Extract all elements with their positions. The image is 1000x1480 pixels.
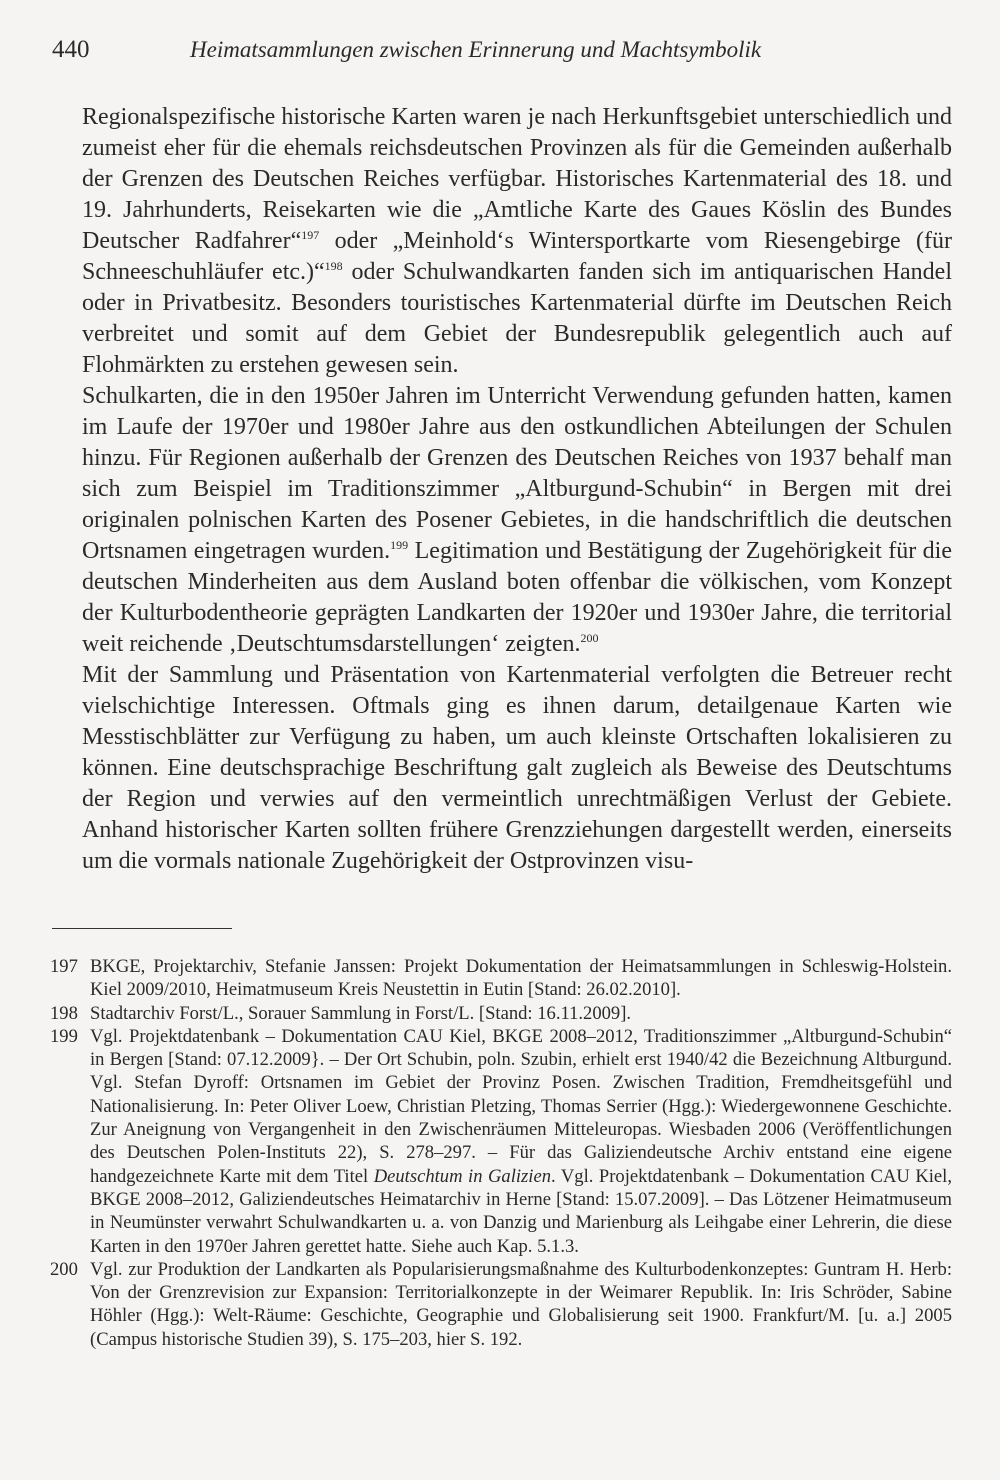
paragraph-2-part-b: Legitimation und Bestätigung der Zugehörigkeit für die deutschen Minderheiten aus dem Ausland boten offenbar die völkischen, vom Konzept der Kulturbodentheorie geprägten Landkarten der 1920er und 1930er Jahre, die territorial weit reichende ‚Deutschtumsdarstellungen‘ zeigten. <box>82 538 953 657</box>
paragraph-1-part-c: oder Schulwandkarten fanden sich im antiquarischen Handel oder in Privatbesitz. Besonders touristisches Kartenmaterial dürfte im Deutschen Reich verbreitet und somit auf dem Gebiet der Bundesrepublik gelegentlich auch auf Flohmärkten zu erstehen gewesen sein. <box>82 259 952 378</box>
footnote-ref-199[interactable]: 199 <box>390 538 409 552</box>
footnote-199 <box>50 1025 952 1258</box>
page-header <box>52 34 952 66</box>
paragraph-2 <box>82 381 952 660</box>
footnote-number: 199 <box>50 1025 78 1047</box>
footnotes <box>50 955 952 1351</box>
paragraph-1-part-a: Regionalspezifische historische Karten waren je nach Herkunftsgebiet unterschiedlich und zumeist eher für die ehemals reichsdeutschen Provinzen als für die Gemeinden außerhalb der Grenzen des Deutschen Reiches verfügbar. Historisches Kartenmaterial des 18. und 19. Jahrhunderts, Reisekarten wie die „Amtliche Karte des Gaues Köslin des Bundes Deutscher Radfahrer“ <box>82 104 952 254</box>
paragraph-1-part-b: oder „Meinhold‘s Wintersportkarte vom Riesengebirge (für Schneeschuhläufer etc.)“ <box>82 228 952 285</box>
footnote-separator <box>52 928 232 929</box>
footnote-italic-title: Deutschtum in Galizien <box>373 1165 552 1187</box>
footnote-198 <box>50 1002 952 1025</box>
footnote-text: Vgl. zur Produktion der Landkarten als Popularisierungsmaßnahme des Kulturbodenkonzeptes: Guntram H. Herb: Von der Grenzrevision zur Expansion: Territorialkonzepte in der Weimarer Republik. In: Iris Schröder, Sabine Höhler (Hgg.): Welt-Räume: Geschichte, Geographie und Globalisierung seit 1900. Frankfurt/M. [u. a.] 2005 (Campus historische Studien 39), S. 175–203, hier S. 192. <box>90 1258 952 1350</box>
footnote-text: BKGE, Projektarchiv, Stefanie Janssen: Projekt Dokumentation der Heimatsammlungen in Schleswig-Holstein. Kiel 2009/2010, Heimatmuseum Kreis Neustettin in Eutin [Stand: 26.02.2010]. <box>90 956 952 1001</box>
footnote-ref-197[interactable]: 197 <box>301 228 320 242</box>
footnote-ref-198[interactable]: 198 <box>324 259 343 273</box>
footnote-number: 198 <box>50 1002 78 1024</box>
paragraph-1 <box>82 102 952 381</box>
paragraph-2-part-a: Schulkarten, die in den 1950er Jahren im Unterricht Verwendung gefunden hatten, kamen im Laufe der 1970er und 1980er Jahre aus den ostkundlichen Abteilungen der Schulen hinzu. Für Regionen außerhalb der Grenzen des Deutschen Reiches von 1937 behalf man sich zum Beispiel im Traditionszimmer „Altburgund-Schubin“ in Bergen mit drei originalen polnischen Karten des Posener Gebietes, in die handschriftlich die deutschen Ortsnamen eingetragen wurden. <box>82 383 952 564</box>
footnote-number: 200 <box>50 1258 78 1280</box>
footnote-197 <box>50 955 952 1002</box>
footnote-text-part-a: Vgl. Projektdatenbank – Dokumentation CAU Kiel, BKGE 2008–2012, Traditionszimmer „Altburgund-Schubin“ in Bergen [Stand: 07.12.2009}. – Der Ort Schubin, poln. Szubin, erhielt erst 1940/42 die Bezeichnung Altburgund. Vgl. Stefan Dyroff: Ortsnamen im Gebiet der Provinz Posen. Zwischen Tradition, Fremdheitsgefühl und Nationalisierung. In: Peter Oliver Loew, Christian Pletzing, Thomas Serrier (Hgg.): Wiedergewonnene Geschichte. Zur Aneignung von Vergangenheit in den Zwischenräumen Mitteleuropas. Wiesbaden 2006 (Veröffentlichungen des Deutschen Polen-Instituts 22), S. 278–297. – Für das Galiziendeutsche Archiv entstand eine eigene handgezeichnete Karte mit dem Titel <box>90 1025 952 1187</box>
footnote-text: Stadtarchiv Forst/L., Sorauer Sammlung in Forst/L. [Stand: 16.11.2009]. <box>90 1002 632 1024</box>
running-title: Heimatsammlungen zwischen Erinnerung und Machtsymbolik <box>190 37 762 62</box>
footnote-number: 197 <box>50 956 78 977</box>
footnote-text-part-b: . Vgl. Projektdatenbank – Dokumentation CAU Kiel, BKGE 2008–2012, Galiziendeutsches Heimatarchiv in Herne [Stand: 15.07.2009]. – Das Lötzener Heimatmuseum in Neumünster verwahrt Schulwandkarten u. a. von Danzig und Marienburg als Leihgabe einer Lehrerin, die diese Karten in den 1970er Jahren gerettet hatte. Siehe auch Kap. 5.1.3. <box>90 1165 952 1257</box>
paragraph-3: Mit der Sammlung und Präsentation von Kartenmaterial verfolgten die Betreuer recht vielschichtige Interessen. Oftmals ging es ihnen darum, detailgenaue Karten wie Messtischblätter zur Verfügung zu haben, um auch kleinste Ortschaften lokalisieren zu können. Eine deutschsprachige Beschriftung galt zugleich als Beweise des Deutschtums der Region und verwies auf den vermeintlich unrechtmäßigen Verlust der Gebiete. Anhand historischer Karten sollten frühere Grenzziehungen dargestellt werden, einerseits um die vormals nationale Zugehörigkeit der Ostprovinzen visu- <box>82 662 952 874</box>
main-text <box>82 102 952 877</box>
footnote-ref-200[interactable]: 200 <box>580 631 599 645</box>
page-number: 440 <box>52 36 90 63</box>
footnote-text <box>90 1025 952 1258</box>
footnote-200 <box>50 1258 952 1351</box>
